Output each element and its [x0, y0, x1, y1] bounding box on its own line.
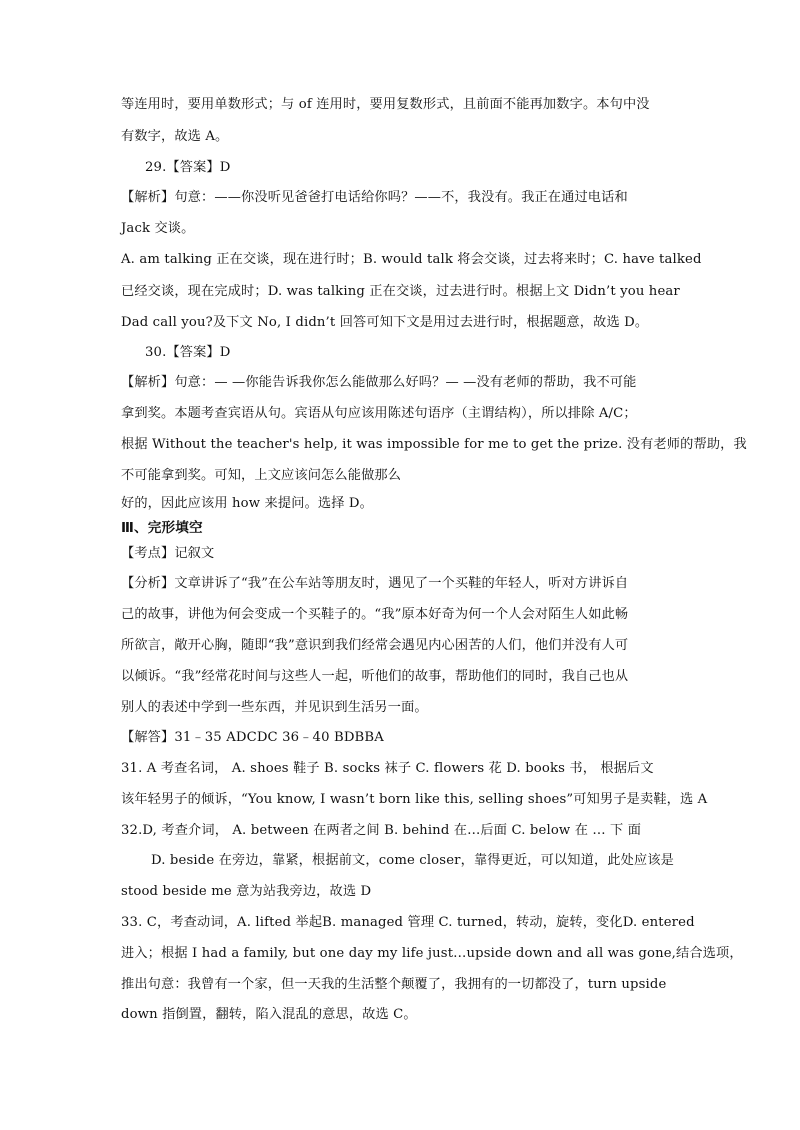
- text-line: 已经交谈，现在完成时；D. was talking 正在交谈，过去进行时。根据上文 Didn’t you hear: [121, 284, 680, 299]
- text-line: down 指倒置，翻转，陷入混乱的意思，故选 C。: [121, 1007, 417, 1022]
- answer-key-line: 【解答】31﹣35 ADCDC 36﹣40 BDBBA: [121, 730, 384, 745]
- text-line: 拿到奖。本题考查宾语从句。宾语从句应该用陈述句语序（主谓结构），所以排除 A/C；: [121, 406, 637, 421]
- text-line: 33. C，考查动词，A. lifted 举起B. managed 管理 C. turned，转动，旋转，变化D. entered: [121, 915, 695, 930]
- text-line: 进入；根据 I had a family, but one day my life just…upside down and all was gone,结合选项，: [121, 946, 743, 961]
- text-line: 好的，因此应该用 how 来提问。选择 D。: [121, 496, 373, 511]
- text-line: D. beside 在旁边，靠紧，根据前文，come closer，靠得更近，可以知道，此处应该是: [151, 853, 674, 868]
- text-line: 等连用时，要用单数形式；与 of 连用时，要用复数形式，且前面不能再加数字。本句中没: [121, 97, 650, 112]
- text-line: 推出句意：我曾有一个家，但一天我的生活整个颠覆了，我拥有的一切都没了，turn upside: [121, 977, 667, 992]
- text-line: 【解析】句意：——你没听见爸爸打电话给你吗？——不，我没有。我正在通过电话和: [121, 190, 628, 205]
- text-line: Dad call you?及下文 No, I didn’t 回答可知下文是用过去进行时，根据题意，故选 D。: [121, 315, 649, 330]
- text-line: 31. A 考查名词， A. shoes 鞋子 B. socks 袜子 C. flowers 花 D. books 书， 根据后文: [121, 761, 654, 776]
- text-line: 【解析】句意：— —你能告诉我你怎么能做那么好吗？— —没有老师的帮助，我不可能: [121, 375, 637, 390]
- text-line: 该年轻男子的倾诉，“You know, I wasn’t born like this, selling shoes”可知男子是卖鞋，选 A: [121, 792, 708, 807]
- text-line: 【分析】文章讲诉了“我”在公车站等朋友时，遇见了一个买鞋的年轻人，听对方讲诉自: [121, 576, 629, 591]
- text-line: 别人的表述中学到一些东西，并见识到生活另一面。: [121, 700, 428, 715]
- text-line: 不可能拿到奖。可知，上文应该问怎么能做那么: [121, 468, 402, 483]
- text-line: Jack 交谈。: [121, 221, 195, 236]
- text-line: 有数字，故选 A。: [121, 129, 229, 144]
- text-line: 【考点】记叙文: [121, 546, 215, 561]
- text-line: 己的故事，讲他为何会变成一个买鞋子的。“我”原本好奇为何一个人会对陌生人如此畅: [121, 607, 629, 622]
- answer-29: 29.【答案】D: [145, 160, 231, 175]
- text-line: 32.D, 考查介词， A. between 在两者之间 B. behind 在…后面 C. below 在 … 下 面: [121, 823, 642, 838]
- text-line: 所欲言，敞开心胸，随即“我”意识到我们经常会遇见内心困苦的人们，他们并没有人可: [121, 638, 629, 653]
- text-line: 根据 Without the teacher's help, it was impossible for me to get the prize. 没有老师的帮助，我: [121, 437, 747, 452]
- text-line: A. am talking 正在交谈，现在进行时；B. would talk 将会交谈，过去将来时；C. have talked: [121, 252, 702, 267]
- section-heading: Ⅲ、完形填空: [121, 520, 203, 536]
- text-line: stood beside me 意为站我旁边，故选 D: [121, 884, 372, 899]
- text-line: 以倾诉。“我”经常花时间与这些人一起，听他们的故事，帮助他们的同时，我自己也从: [121, 669, 629, 684]
- answer-30: 30.【答案】D: [145, 345, 231, 360]
